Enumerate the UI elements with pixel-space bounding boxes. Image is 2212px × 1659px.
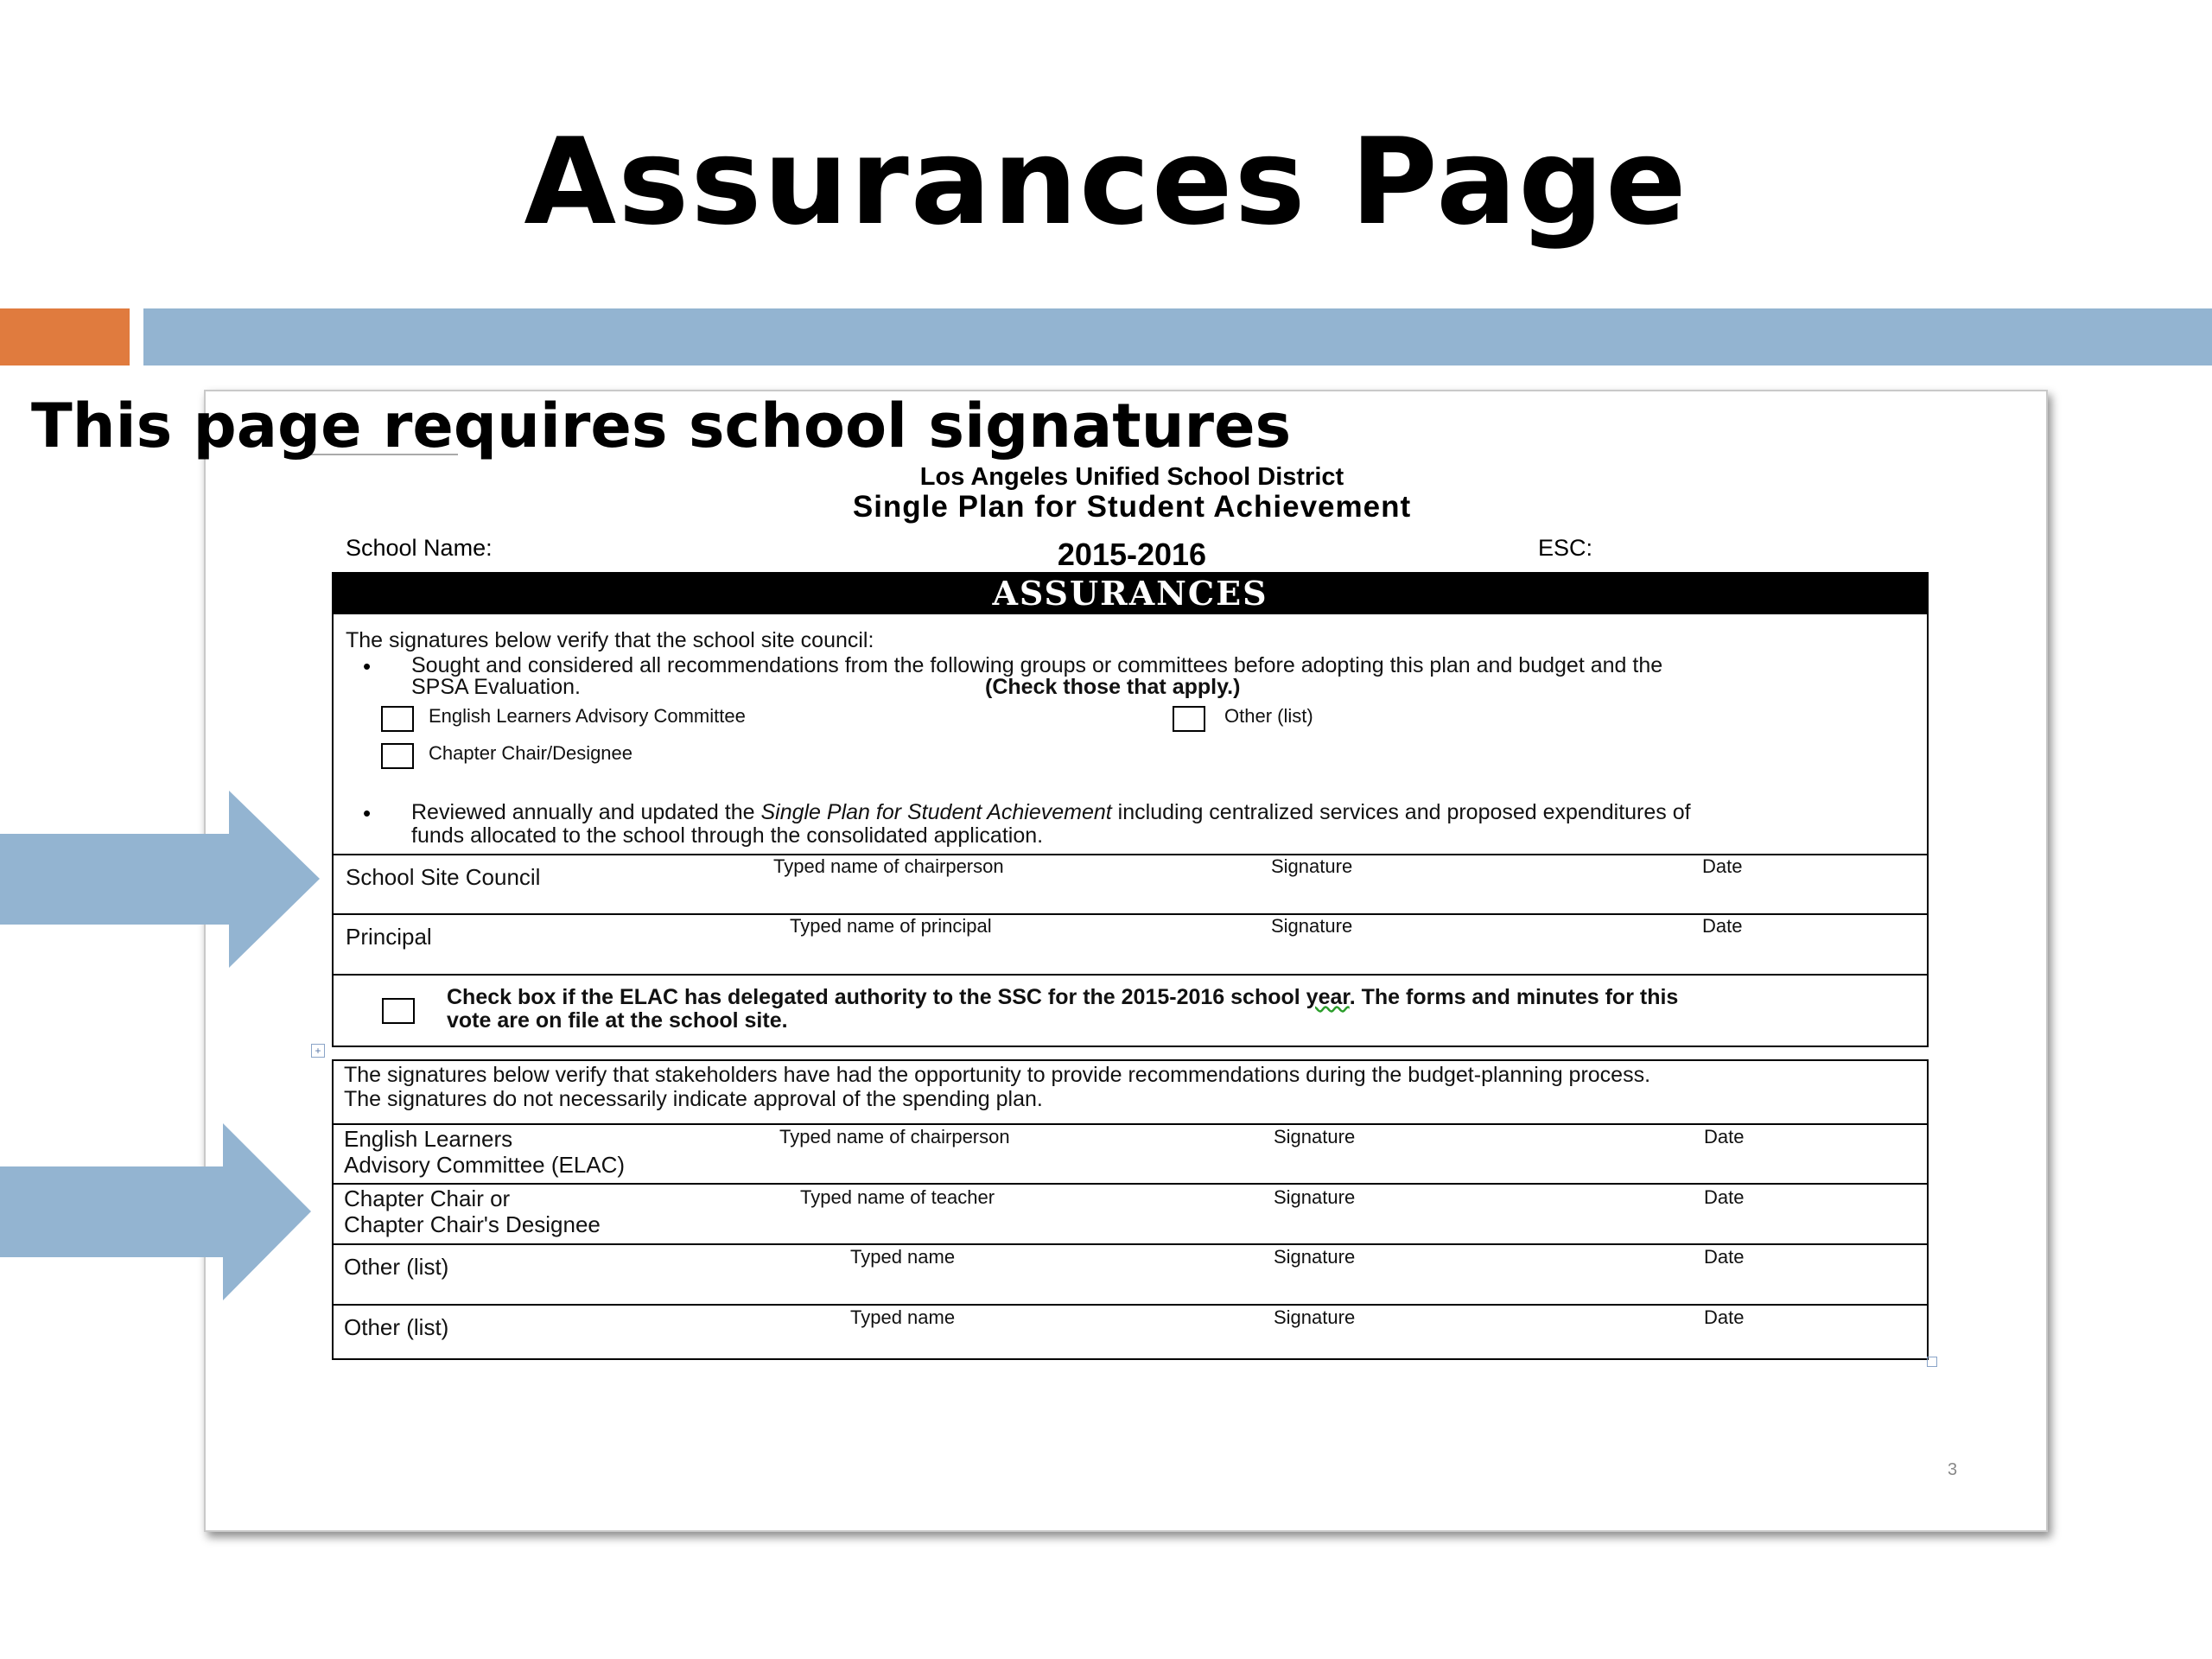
- other-label-1: Other (list): [344, 1254, 449, 1280]
- chapter-checkbox-label: Chapter Chair/Designee: [429, 742, 633, 764]
- principal-signature-caption: Signature: [1271, 915, 1353, 937]
- row-divider: [332, 974, 1929, 976]
- bullet: •: [363, 800, 372, 826]
- other1-date-caption: Date: [1704, 1246, 1745, 1268]
- arrow-right-icon: [0, 791, 320, 968]
- bullet1-line1: Sought and considered all recommendations from the following groups or committees before adopting this plan and budget and the: [411, 653, 1663, 677]
- row-divider: [332, 1183, 1929, 1185]
- other-checkbox[interactable]: [1173, 706, 1205, 732]
- other2-date-caption: Date: [1704, 1306, 1745, 1328]
- chapter-chair-label-line1: Chapter Chair or: [344, 1185, 511, 1211]
- bullet2-italic: Single Plan for Student Achievement: [760, 800, 1112, 824]
- check-those-note: (Check those that apply.): [985, 675, 1241, 699]
- chapter-typed-name-caption: Typed name of teacher: [800, 1186, 995, 1208]
- elac-delegation-year: year: [1306, 985, 1350, 1009]
- accent-bar-blue: [143, 308, 2212, 365]
- principal-date-caption: Date: [1702, 915, 1743, 937]
- elac-delegation-checkbox[interactable]: [382, 998, 415, 1024]
- principal-label: Principal: [346, 924, 432, 950]
- table-move-handle-icon[interactable]: +: [311, 1044, 325, 1058]
- chapter-chair-label-line2: Chapter Chair's Designee: [344, 1211, 601, 1237]
- elac-delegation-pre: Check box if the ELAC has delegated authority to the SSC for the 2015-2016 school: [447, 985, 1306, 1009]
- bullet2-post: including centralized services and proposed expenditures of: [1111, 800, 1691, 824]
- chapter-signature-caption: Signature: [1274, 1186, 1356, 1208]
- other2-typed-name-caption: Typed name: [850, 1306, 956, 1328]
- stakeholders-line2: The signatures do not necessarily indicate approval of the spending plan.: [344, 1087, 1043, 1111]
- district-name: Los Angeles Unified School District: [919, 463, 1344, 491]
- elac-signature-caption: Signature: [1274, 1126, 1356, 1147]
- other1-signature-caption: Signature: [1274, 1246, 1356, 1268]
- assurances-banner: ASSURANCES: [332, 572, 1929, 614]
- row-divider: [332, 1243, 1929, 1245]
- principal-typed-name-caption: Typed name of principal: [790, 915, 992, 937]
- ssc-date-caption: Date: [1702, 855, 1743, 877]
- accent-bar-orange: [0, 308, 130, 365]
- arrow-right-icon: [0, 1123, 311, 1300]
- other-checkbox-label: Other (list): [1224, 705, 1313, 727]
- page-number: 3: [1948, 1460, 1958, 1479]
- row-divider: [332, 854, 1929, 855]
- chapter-date-caption: Date: [1704, 1186, 1745, 1208]
- elac-checkbox[interactable]: [381, 706, 414, 732]
- bullet2-line1: [411, 800, 1691, 825]
- slide-title: Assurances Page: [524, 112, 1688, 251]
- chapter-chair-label: [344, 1185, 601, 1237]
- school-name-label: School Name:: [346, 535, 493, 561]
- table-resize-handle-icon[interactable]: [1927, 1357, 1937, 1367]
- stakeholders-line1: The signatures below verify that stakeholders have had the opportunity to provide recommendations during the budget-planning process.: [344, 1063, 1651, 1087]
- bullet1-line2: SPSA Evaluation.: [411, 675, 581, 699]
- elac-label-line1: English Learners: [344, 1126, 513, 1152]
- elac-label-line2: Advisory Committee (ELAC): [344, 1152, 626, 1178]
- esc-label: ESC:: [1538, 535, 1593, 561]
- row-divider: [332, 913, 1929, 915]
- elac-label: [344, 1126, 625, 1178]
- plan-year: 2015-2016: [1057, 537, 1207, 572]
- bullet2-pre: Reviewed annually and updated the: [411, 800, 761, 824]
- plan-title: Single Plan for Student Achievement: [852, 490, 1412, 524]
- row-divider: [332, 1304, 1929, 1306]
- ssc-label: School Site Council: [346, 864, 541, 890]
- slide-subtitle: This page requires school signatures: [31, 391, 1292, 461]
- other2-signature-caption: Signature: [1274, 1306, 1356, 1328]
- elac-date-caption: Date: [1704, 1126, 1745, 1147]
- elac-checkbox-label: English Learners Advisory Committee: [429, 705, 746, 727]
- bullet2-line2: funds allocated to the school through the consolidated application.: [411, 823, 1044, 848]
- row-divider: [332, 1123, 1929, 1125]
- elac-typed-name-caption: Typed name of chairperson: [779, 1126, 1010, 1147]
- elac-delegation-line2: vote are on file at the school site.: [447, 1008, 788, 1033]
- ssc-signature-caption: Signature: [1271, 855, 1353, 877]
- ssc-typed-name-caption: Typed name of chairperson: [773, 855, 1004, 877]
- chapter-checkbox[interactable]: [381, 743, 414, 769]
- bullet: •: [363, 653, 372, 679]
- elac-delegation-post: . The forms and minutes for this: [1349, 985, 1679, 1009]
- intro-text: The signatures below verify that the school site council:: [346, 628, 874, 652]
- other-label-2: Other (list): [344, 1314, 449, 1340]
- elac-delegation-line1: [447, 985, 1678, 1010]
- other1-typed-name-caption: Typed name: [850, 1246, 956, 1268]
